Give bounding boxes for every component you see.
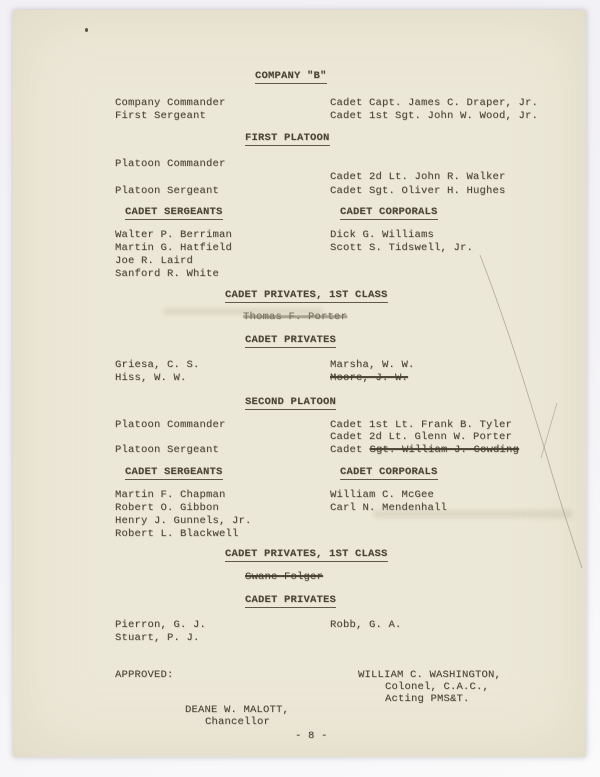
fp-sergeant-name-3: Joe R. Laird	[115, 255, 194, 267]
fp-private-right-struck: Moore, J. W.	[330, 372, 409, 384]
document-page	[13, 10, 586, 757]
fp-sergeant-name-2: Martin G. Hatfield	[115, 242, 233, 254]
sp-corporal-name-1: William C. McGee	[330, 489, 435, 501]
fp-commander-label: Platoon Commander	[115, 158, 226, 170]
paper-smudge-streak-2	[163, 308, 323, 315]
sp-sergeant-name-1: Martin F. Chapman	[115, 489, 226, 501]
ink-speck	[85, 28, 88, 32]
sp-privates-header: CADET PRIVATES	[245, 594, 337, 606]
fp-sergeant-name-4: Sanford R. White	[115, 268, 220, 280]
sp-pfc-name-struck: Swane Folger	[245, 571, 324, 583]
sp-private-right-1: Robb, G. A.	[330, 619, 402, 631]
fp-sergeant-name: Cadet Sgt. Oliver H. Hughes	[330, 185, 506, 197]
sp-corporal-name-2: Carl N. Mendenhall	[330, 502, 448, 514]
second-platoon-title: SECOND PLATOON	[245, 396, 337, 408]
right-signature-title: Acting PMS&T.	[385, 693, 470, 705]
first-sergeant-label: First Sergeant	[115, 110, 207, 122]
first-sergeant-name: Cadet 1st Sgt. John W. Wood, Jr.	[330, 110, 539, 122]
fp-commander-name: Cadet 2d Lt. John R. Walker	[330, 171, 506, 183]
fp-private-left-1: Griesa, C. S.	[115, 359, 200, 371]
sp-private-left-2: Stuart, P. J.	[115, 632, 200, 644]
sp-commander-name-2: Cadet 2d Lt. Glenn W. Porter	[330, 431, 513, 443]
fp-sergeant-label: Platoon Sergeant	[115, 185, 220, 197]
right-signature-rank: Colonel, C.A.C.,	[385, 681, 490, 693]
left-signature-name: DEANE W. MALOTT,	[185, 704, 290, 716]
fp-privates-header: CADET PRIVATES	[245, 334, 337, 346]
page-number: - 8 -	[295, 730, 328, 742]
sp-commander-label: Platoon Commander	[115, 419, 226, 431]
left-signature-title: Chancellor	[205, 716, 271, 728]
company-commander-name: Cadet Capt. James C. Draper, Jr.	[330, 97, 539, 109]
sp-pfc-header: CADET PRIVATES, 1ST CLASS	[225, 548, 388, 560]
sp-sergeant-name-3: Henry J. Gunnels, Jr.	[115, 515, 252, 527]
right-signature-name: WILLIAM C. WASHINGTON,	[358, 669, 502, 681]
approved-label: APPROVED:	[115, 669, 174, 681]
paper-crease-lines	[13, 10, 586, 757]
fp-sergeant-name-1: Walter P. Berriman	[115, 229, 233, 241]
fp-private-right-1: Marsha, W. W.	[330, 359, 415, 371]
sp-sergeant-name-4: Robert L. Blackwell	[115, 528, 239, 540]
sp-sergeant-name-2: Robert O. Gibbon	[115, 502, 220, 514]
sp-sergeant-name-struck: Sgt. William J. Cowding	[369, 444, 520, 456]
sp-private-left-1: Pierron, G. J.	[115, 619, 207, 631]
fp-private-left-2: Hiss, W. W.	[115, 372, 187, 384]
fp-pfc-name: Thomas F. Porter	[243, 311, 348, 323]
fp-sergeants-header: CADET SERGEANTS	[125, 206, 223, 218]
sp-corporals-header: CADET CORPORALS	[340, 466, 438, 478]
first-platoon-title: FIRST PLATOON	[245, 132, 330, 144]
company-title: COMPANY "B"	[255, 70, 327, 82]
fp-corporals-header: CADET CORPORALS	[340, 206, 438, 218]
fp-pfc-header: CADET PRIVATES, 1ST CLASS	[225, 289, 388, 301]
paper-smudge-streak	[373, 510, 573, 518]
sp-sergeant-name	[330, 444, 519, 456]
sp-sergeant-rank-prefix: Cadet	[330, 444, 363, 456]
sp-commander-name-1: Cadet 1st Lt. Frank B. Tyler	[330, 419, 513, 431]
sp-sergeant-label: Platoon Sergeant	[115, 444, 220, 456]
company-commander-label: Company Commander	[115, 97, 226, 109]
sp-sergeants-header: CADET SERGEANTS	[125, 466, 223, 478]
fp-corporal-name-1: Dick G. Williams	[330, 229, 435, 241]
fp-corporal-name-2: Scott S. Tidswell, Jr.	[330, 242, 474, 254]
